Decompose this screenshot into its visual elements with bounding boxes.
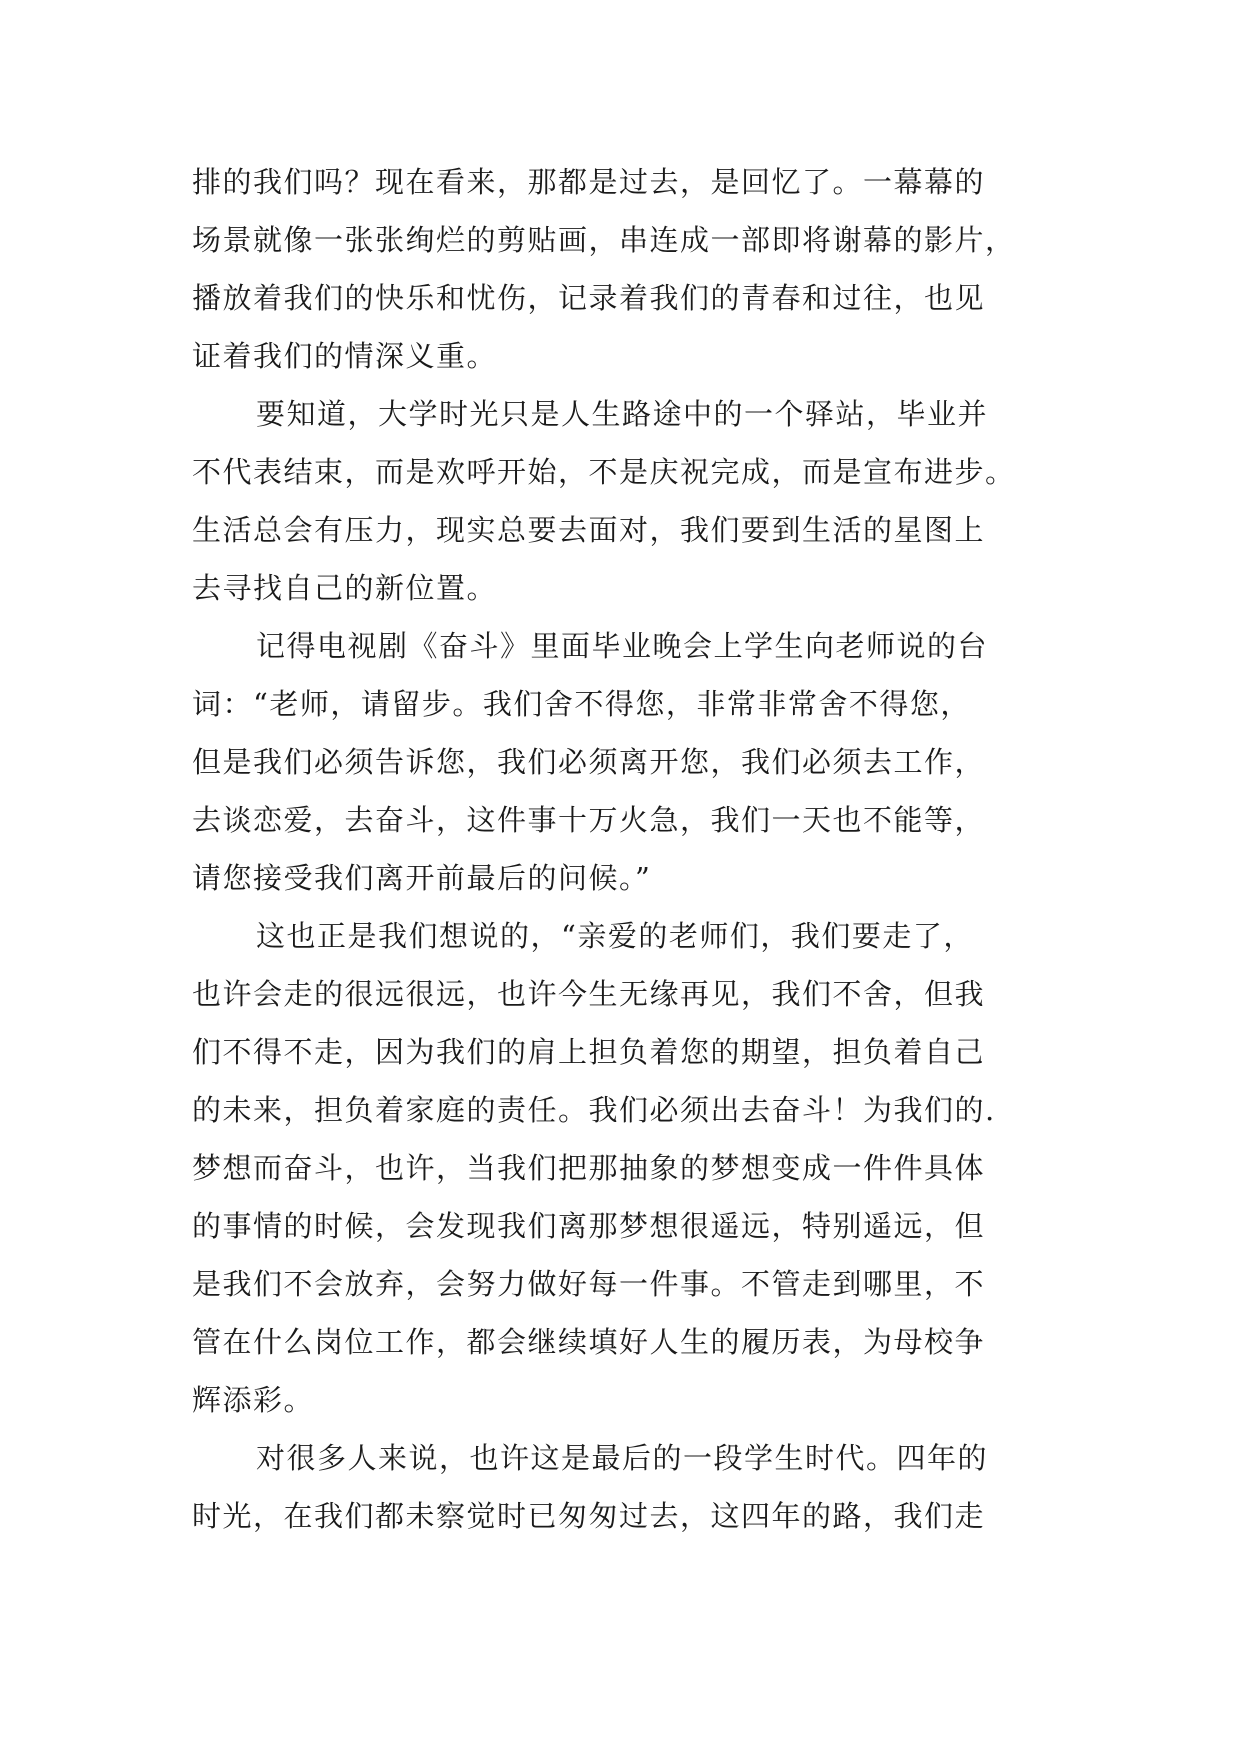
text-line: 生活总会有压力，现实总要去面对，我们要到生活的星图上 [192, 513, 986, 547]
text-line: 的未来，担负着家庭的责任。我们必须出去奋斗！为我们的. [192, 1093, 996, 1127]
text-line: 是我们不会放弃，会努力做好每一件事。不管走到哪里，不 [192, 1267, 986, 1301]
text-line: 去寻找自己的新位置。 [192, 571, 498, 605]
text-line: 播放着我们的快乐和忧伤，记录着我们的青春和过往，也见 [192, 281, 986, 315]
text-line: 们不得不走，因为我们的肩上担负着您的期望，担负着自己 [192, 1035, 986, 1069]
text-line: 管在什么岗位工作，都会继续填好人生的履历表，为母校争 [192, 1325, 986, 1359]
text-line: 词：“老师，请留步。我们舍不得您，非常非常舍不得您， [192, 687, 971, 721]
text-line: 不代表结束，而是欢呼开始，不是庆祝完成，而是宣布进步。 [192, 455, 1016, 489]
text-line: 也许会走的很远很远，也许今生无缘再见，我们不舍，但我 [192, 977, 986, 1011]
text-line: 但是我们必须告诉您，我们必须离开您，我们必须去工作， [192, 745, 986, 779]
text-line: 辉添彩。 [192, 1383, 315, 1417]
document-body [192, 153, 1092, 1545]
text-line: 证着我们的情深义重。 [192, 339, 498, 373]
paragraph-first-line: 这也正是我们想说的，“亲爱的老师们，我们要走了， [256, 919, 974, 953]
text-line: 排的我们吗？现在看来，那都是过去，是回忆了。一幕幕的 [192, 165, 986, 199]
text-line: 场景就像一张张绚烂的剪贴画，串连成一部即将谢幕的影片， [192, 223, 1016, 257]
paragraph-first-line: 要知道，大学时光只是人生路途中的一个驿站，毕业并 [256, 397, 989, 431]
paragraph-first-line: 对很多人来说，也许这是最后的一段学生时代。四年的 [256, 1441, 989, 1475]
text-line: 梦想而奋斗，也许，当我们把那抽象的梦想变成一件件具体 [192, 1151, 986, 1185]
paragraph-first-line: 记得电视剧《奋斗》里面毕业晚会上学生向老师说的台 [256, 629, 989, 663]
text-line: 的事情的时候，会发现我们离那梦想很遥远，特别遥远，但 [192, 1209, 986, 1243]
text-line: 请您接受我们离开前最后的问候。” [192, 861, 652, 895]
text-line: 去谈恋爱，去奋斗，这件事十万火急，我们一天也不能等， [192, 803, 986, 837]
text-line: 时光，在我们都未察觉时已匆匆过去，这四年的路，我们走 [192, 1499, 986, 1533]
